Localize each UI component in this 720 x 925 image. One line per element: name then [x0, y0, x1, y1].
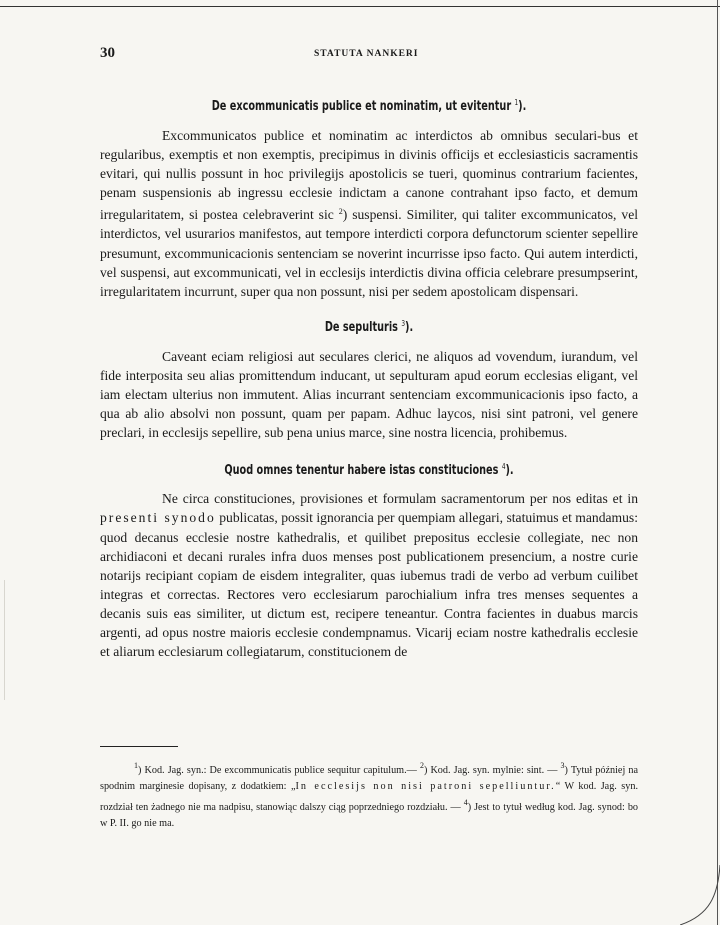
section-title: De sepulturis $^3$). [324, 318, 414, 335]
page-header [100, 45, 640, 65]
section-title: De excommunicatis publice et nominatim, ut evitentur $^1$). [211, 98, 527, 114]
page-number: 30 [100, 45, 115, 61]
running-title: STATUTA NANKERI [314, 49, 419, 59]
page-top-edge [0, 6, 720, 7]
section-sepulturis [100, 319, 638, 442]
footnote-text: $^1$) Kod. Jag. syn.: De excommunicatis publice sequitur capitulum.— $^2$) Kod. Jag. syn. mylnie: sint. — $^3$) Tytuł później na spodnim marginesie dopisany, z dodatkiem: „In ecclesijs non nisi patroni sepelliuntur.“ W kod. Jag. syn. rozdział ten żadnego nie ma nadpisu, stanowiąc dalszy ciąg poprzedniego rozdziału. — $^4$) Jest to tytuł według kod. Jag. synod: bo w P. II. go nie ma. [100, 761, 639, 829]
section-excommunicatis [100, 98, 638, 301]
section-paragraph: Ne circa constituciones, provisiones et formulam sacramentorum per nos editas et in presenti synodo publicatas, possit ignorancia per quempiam allegari, statuimus et mandamus: quod decanus ecclesie nostre kathedralis, et quilibet prepositus ecclesie collegiate, nec non archidiaconi et decani rurales infra duos menses post publicationem presencium, a nostre curie notarijs recipiant copiam de eisdem integraliter, quas iubemus tradi de verbo ad verbum cuilibet integras et correctas. Rectores vero ecclesiarum parochialium infra tres menses sequentes a decanis suis eas similiter, ut dictum est, recipere teneantur. Contra facientes in duabus marcis argenti, ad opus nostre maioris ecclesie condempnamus. Vicarij eciam nostre kathedralis ecclesie et aliarum ecclesiarum collegiatarum, constitucionem de [100, 491, 638, 660]
footnotes [100, 758, 638, 832]
section-paragraph: Caveant eciam religiosi aut seculares clerici, ne aliquos ad vovendum, iurandum, vel fide interposita seu alias promittendum inducant, ut sepulturam apud eorum ecclesias eligant, vel iam electam ulterius non immutent. Alias incurrant sentenciam excommunicacionis ipso facto, a qua ab alio absolvi non possunt, quam per papam. Adhuc laycos, nisi sint patroni, vel genere preclari, in ecclesijs sepellire, sub pena unius marce, sine nostra licencia, prohibemus. [100, 348, 638, 441]
footnote-rule [100, 746, 178, 747]
page-corner-curl [680, 865, 720, 925]
scan-margin-mark [4, 580, 5, 700]
section-title: Quod omnes tenentur habere istas constituciones $^4$). [224, 462, 514, 479]
page-body [100, 98, 638, 661]
section-constituciones [100, 462, 638, 661]
section-paragraph: Excommunicatos publice et nominatim ac interdictos ab omnibus seculari-bus et regularibus, exemptis et non exemptis, precipimus in divinis officijs et ecclesiasticis sacramentis evitari, qui nullis possunt in hoc privilegijs apostolicis se tueri, quominus contrarium facientes, penam suspensionis ab ingressu ecclesie indictam a canone contrahant ipso facto, et demum irregularitatem, si postea celebraverint sic $^2$) suspensi. Similiter, qui taliter excommunicatos, vel interdictos, vel usurarios manifestos, aut tempore interdicti corpora defunctorum scienter sepellire presumunt, excommunicacionis sentenciam se noverint incurrisse ipso facto. Qui autem interdicti, vel suspensi, aut excommunicati, vel in ecclesijs interdictis divina officia celebrare presumpserint, irregularitatem incurrunt, super qua non possunt, nisi per sedem apostolicam dispensari. [100, 128, 639, 299]
page-right-edge [717, 0, 718, 925]
